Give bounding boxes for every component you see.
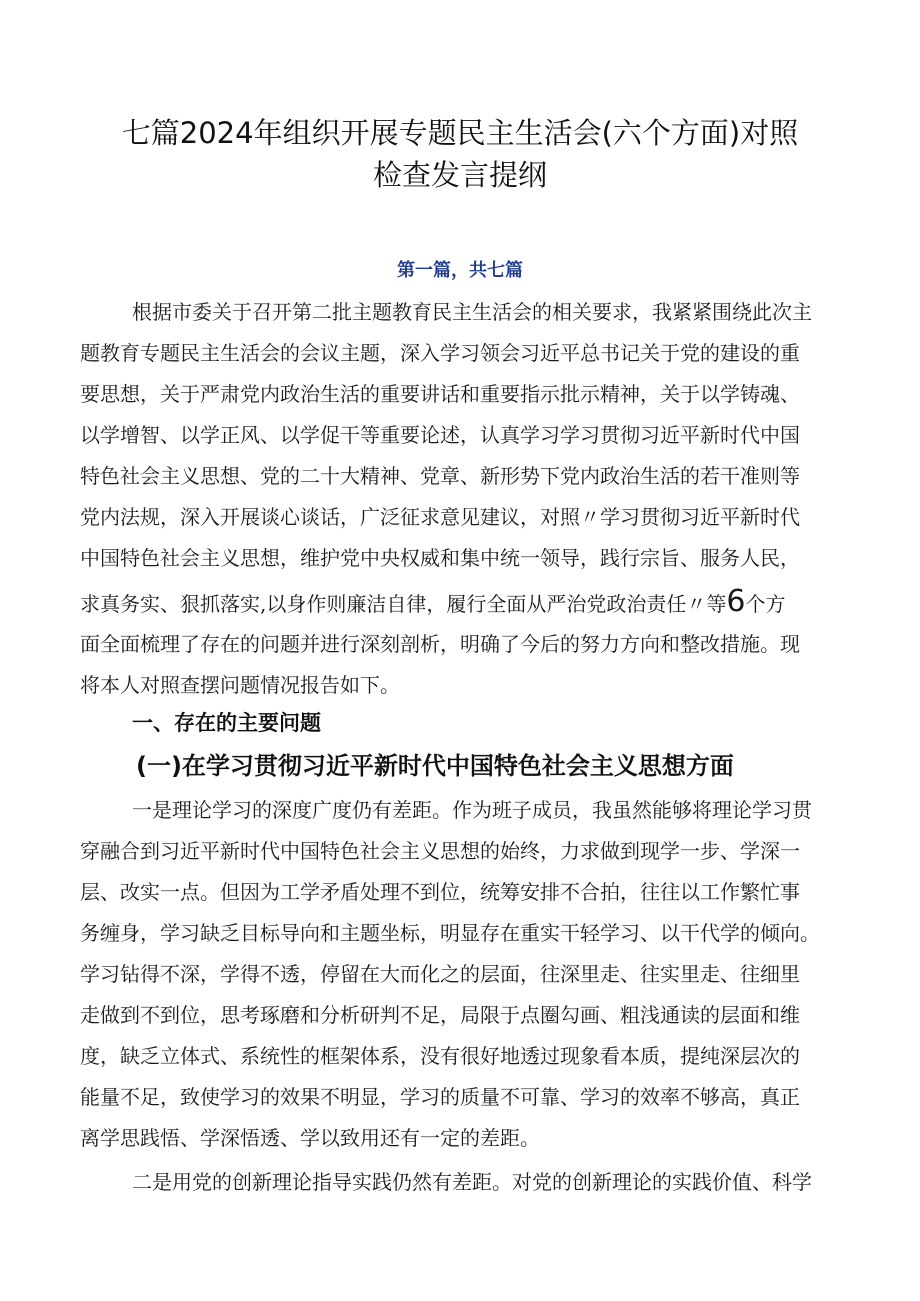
title-line-2: 检查发言提纲 — [372, 158, 547, 192]
para1-line: 走做到不到位，思考琢磨和分析研判不足，局限于点圈勾画、粗浅通读的层面和维 — [80, 1003, 800, 1027]
para1-line: 穿融合到习近平新时代中国特色社会主义思想的始终，力求做到现学一步、学深一 — [80, 839, 800, 863]
aspect-count: 6 — [726, 584, 746, 619]
para1-line: 层、改实一点。但因为工学矛盾处理不到位，统筹安排不合拍，往往以工作繁忙事 — [80, 880, 800, 904]
subsection-heading: (一)在学习贯彻习近平新时代中国特色社会主义思想方面 — [136, 752, 734, 780]
para1-line: 学习钻得不深，学得不透，停留在大而化之的层面，往深里走、往实里走、往细里 — [80, 962, 800, 986]
intro-line-tail: 个方 — [745, 592, 786, 616]
title-line-1: 七篇2024年组织开展专题民主生活会(六个方面)对照 — [121, 116, 799, 150]
intro-line: 党内法规，深入开展谈心谈话，广泛征求意见建议，对照〃学习贯彻习近平新时代 — [80, 505, 800, 529]
intro-line-text: 求真务实、狠抓落实,以身作则廉洁自律，履行全面从严治党政治责任〃等 — [80, 592, 727, 616]
intro-line: 特色社会主义思想、党的二十大精神、党章、新形势下党内政治生活的若干准则等 — [80, 464, 800, 488]
para1-line: 务缠身，学习缺乏目标导向和主题坐标，明显存在重实干轻学习、以干代学的倾向。 — [80, 921, 820, 945]
document-title — [60, 112, 860, 196]
intro-line: 题教育专题民主生活会的会议主题，深入学习领会习近平总书记关于党的建设的重 — [80, 341, 800, 365]
intro-line: 以学增智、以学正风、以学促干等重要论述，认真学习学习贯彻习近平新时代中国 — [80, 423, 800, 447]
intro-line: 中国特色社会主义思想，维护党中央权威和集中统一领导，践行宗旨、服务人民， — [80, 546, 800, 570]
intro-line: 要思想，关于严肃党内政治生活的重要讲话和重要指示批示精神，关于以学铸魂、 — [80, 382, 800, 406]
document-subtitle: 第一篇，共七篇 — [397, 260, 523, 281]
intro-line-with-number — [80, 584, 786, 619]
intro-line: 将本人对照查摆问题情况报告如下。 — [80, 673, 400, 697]
intro-line: 面全面梳理了存在的问题并进行深刻剖析，明确了今后的努力方向和整改措施。现 — [80, 632, 800, 656]
para1-line: 一是理论学习的深度广度仍有差距。作为班子成员，我虽然能够将理论学习贯 — [132, 798, 812, 822]
para1-line: 度，缺乏立体式、系统性的框架体系，没有很好地透过现象看本质，提纯深层次的 — [80, 1044, 800, 1068]
section-heading: 一、存在的主要问题 — [132, 711, 321, 735]
para1-line: 离学思践悟、学深悟透、学以致用还有一定的差距。 — [80, 1126, 540, 1150]
para1-line: 能量不足，致使学习的效果不明显，学习的质量不可靠、学习的效率不够高，真正 — [80, 1085, 800, 1109]
intro-line: 根据市委关于召开第二批主题教育民主生活会的相关要求，我紧紧围绕此次主 — [132, 300, 812, 324]
para2-line: 二是用党的创新理论指导实践仍然有差距。对党的创新理论的实践价值、科学 — [132, 1170, 812, 1194]
